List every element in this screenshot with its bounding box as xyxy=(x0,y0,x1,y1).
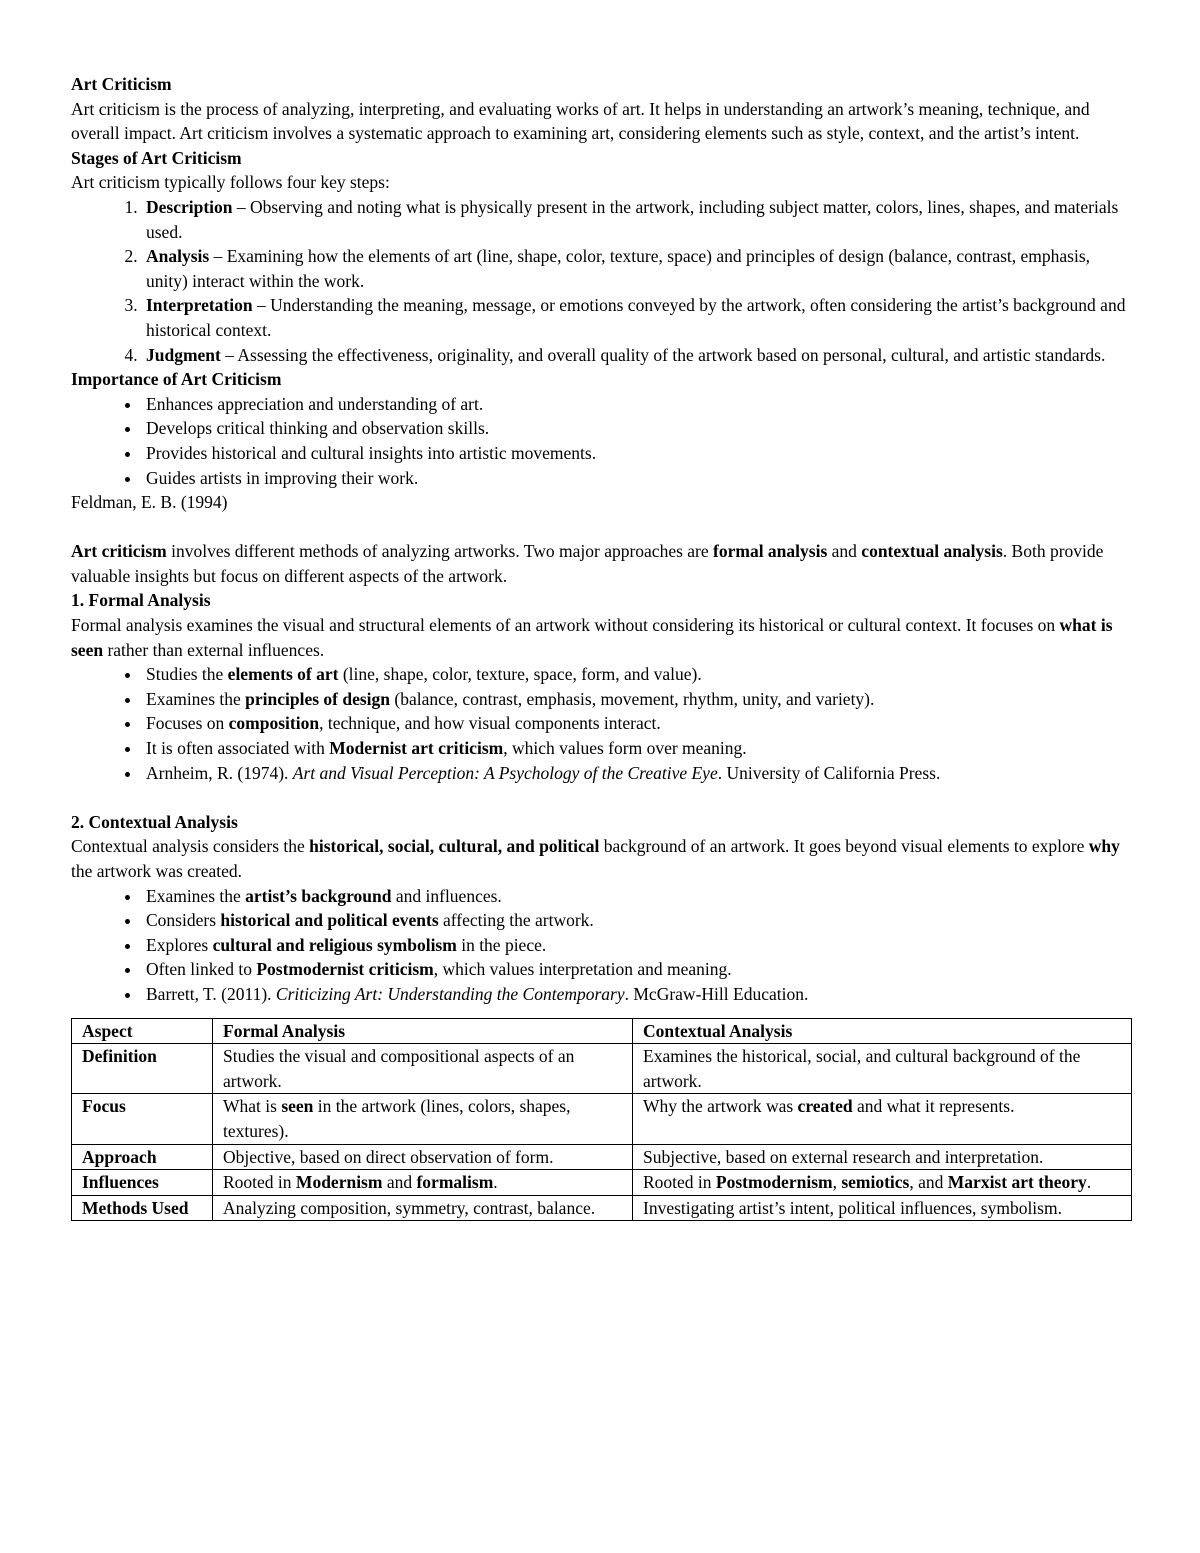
stages-intro: Art criticism typically follows four key steps: xyxy=(71,172,390,193)
formal-analysis-body: Formal analysis examines the visual and structural elements of an artwork without considering its historical or cultural context. It focuses on what is seen rather than external influences. xyxy=(71,615,1113,660)
table-row xyxy=(72,1094,1132,1144)
heading-contextual-analysis: 2. Contextual Analysis xyxy=(71,811,238,832)
intro-paragraph: Art criticism is the process of analyzing, interpreting, and evaluating works of art. It helps in understanding an artwork’s meaning, technique, and overall impact. Art criticism involves a systematic approach to examining art, considering elements such as style, context, and the artist’s intent. xyxy=(71,98,1090,144)
table-cell-contextual: Why the artwork was created and what it represents. xyxy=(633,1094,1132,1144)
importance-list xyxy=(71,392,1130,490)
table-header-cell: Formal Analysis xyxy=(213,1018,633,1044)
table-header-row xyxy=(72,1018,1132,1044)
table-cell-contextual: Rooted in Postmodernism, semiotics, and Marxist art theory. xyxy=(633,1170,1132,1196)
table-row xyxy=(72,1144,1132,1170)
formal-item: • It is often associated with Modernist art criticism, which values form over meaning. xyxy=(142,736,1130,761)
stage-item: 3. Interpretation – Understanding the meaning, message, or emotions conveyed by the artwork, often considering the artist’s background and historical context. xyxy=(142,293,1130,342)
table-cell-contextual: Examines the historical, social, and cultural background of the artwork. xyxy=(633,1044,1132,1094)
table-cell-formal: Studies the visual and compositional aspects of an artwork. xyxy=(213,1044,633,1094)
table-header-cell: Aspect xyxy=(72,1018,213,1044)
heading-stages: Stages of Art Criticism xyxy=(71,147,242,168)
heading-formal-analysis: 1. Formal Analysis xyxy=(71,590,211,611)
citation-feldman: Feldman, E. B. (1994) xyxy=(71,492,228,513)
table-cell-formal: What is seen in the artwork (lines, colors, shapes, textures). xyxy=(213,1094,633,1144)
contextual-item: • Often linked to Postmodernist criticism, which values interpretation and meaning. xyxy=(142,957,1130,982)
formal-item: • Focuses on composition, technique, and how visual components interact. xyxy=(142,711,1130,736)
importance-item: • Develops critical thinking and observation skills. xyxy=(142,416,1130,441)
contextual-item: • Considers historical and political events affecting the artwork. xyxy=(142,908,1130,933)
comparison-table xyxy=(71,1018,1132,1222)
stage-item: 2. Analysis – Examining how the elements of art (line, shape, color, texture, space) and principles of design (balance, contrast, emphasis, unity) interact within the work. xyxy=(142,244,1130,293)
stage-item: 4. Judgment – Assessing the effectiveness, originality, and overall quality of the artwork based on personal, cultural, and artistic standards. xyxy=(142,343,1130,368)
table-row-label: Methods Used xyxy=(72,1195,213,1221)
contextual-analysis-body: Contextual analysis considers the historical, social, cultural, and political background of an artwork. It goes beyond visual elements to explore why the artwork was created. xyxy=(71,836,1120,881)
contextual-item: • Barrett, T. (2011). Criticizing Art: Understanding the Contemporary. McGraw-Hill Education. xyxy=(142,982,1130,1007)
title-art-criticism: Art Criticism xyxy=(71,74,172,94)
table-row-label: Focus xyxy=(72,1094,213,1144)
importance-item: • Guides artists in improving their work. xyxy=(142,466,1130,491)
table-header-cell: Contextual Analysis xyxy=(633,1018,1132,1044)
table-row xyxy=(72,1044,1132,1094)
contextual-item: • Explores cultural and religious symbolism in the piece. xyxy=(142,933,1130,958)
table-cell-contextual: Investigating artist’s intent, political influences, symbolism. xyxy=(633,1195,1132,1221)
table-row-label: Influences xyxy=(72,1170,213,1196)
contextual-analysis-list xyxy=(71,884,1130,1007)
importance-item: • Enhances appreciation and understanding of art. xyxy=(142,392,1130,417)
stages-list xyxy=(71,195,1130,367)
table-row-label: Approach xyxy=(72,1144,213,1170)
table-cell-contextual: Subjective, based on external research and interpretation. xyxy=(633,1144,1132,1170)
formal-item: • Studies the elements of art (line, shape, color, texture, space, form, and value). xyxy=(142,662,1130,687)
heading-importance: Importance of Art Criticism xyxy=(71,369,282,390)
table-row xyxy=(72,1170,1132,1196)
importance-item: • Provides historical and cultural insights into artistic movements. xyxy=(142,441,1130,466)
table-row xyxy=(72,1195,1132,1221)
table-cell-formal: Rooted in Modernism and formalism. xyxy=(213,1170,633,1196)
formal-item: • Arnheim, R. (1974). Art and Visual Perception: A Psychology of the Creative Eye. University of California Press. xyxy=(142,761,1130,786)
formal-analysis-list xyxy=(71,662,1130,785)
stage-item: 1. Description – Observing and noting what is physically present in the artwork, including subject matter, colors, lines, shapes, and materials used. xyxy=(142,195,1130,244)
table-cell-formal: Objective, based on direct observation of form. xyxy=(213,1144,633,1170)
table-row-label: Definition xyxy=(72,1044,213,1094)
formal-item: • Examines the principles of design (balance, contrast, emphasis, movement, rhythm, unity, and variety). xyxy=(142,687,1130,712)
approaches-intro: Art criticism involves different methods of analyzing artworks. Two major approaches are formal analysis and contextual analysis. Both provide valuable insights but focus on different aspects of the artwork. xyxy=(71,541,1104,586)
contextual-item: • Examines the artist’s background and influences. xyxy=(142,884,1130,909)
table-cell-formal: Analyzing composition, symmetry, contrast, balance. xyxy=(213,1195,633,1221)
